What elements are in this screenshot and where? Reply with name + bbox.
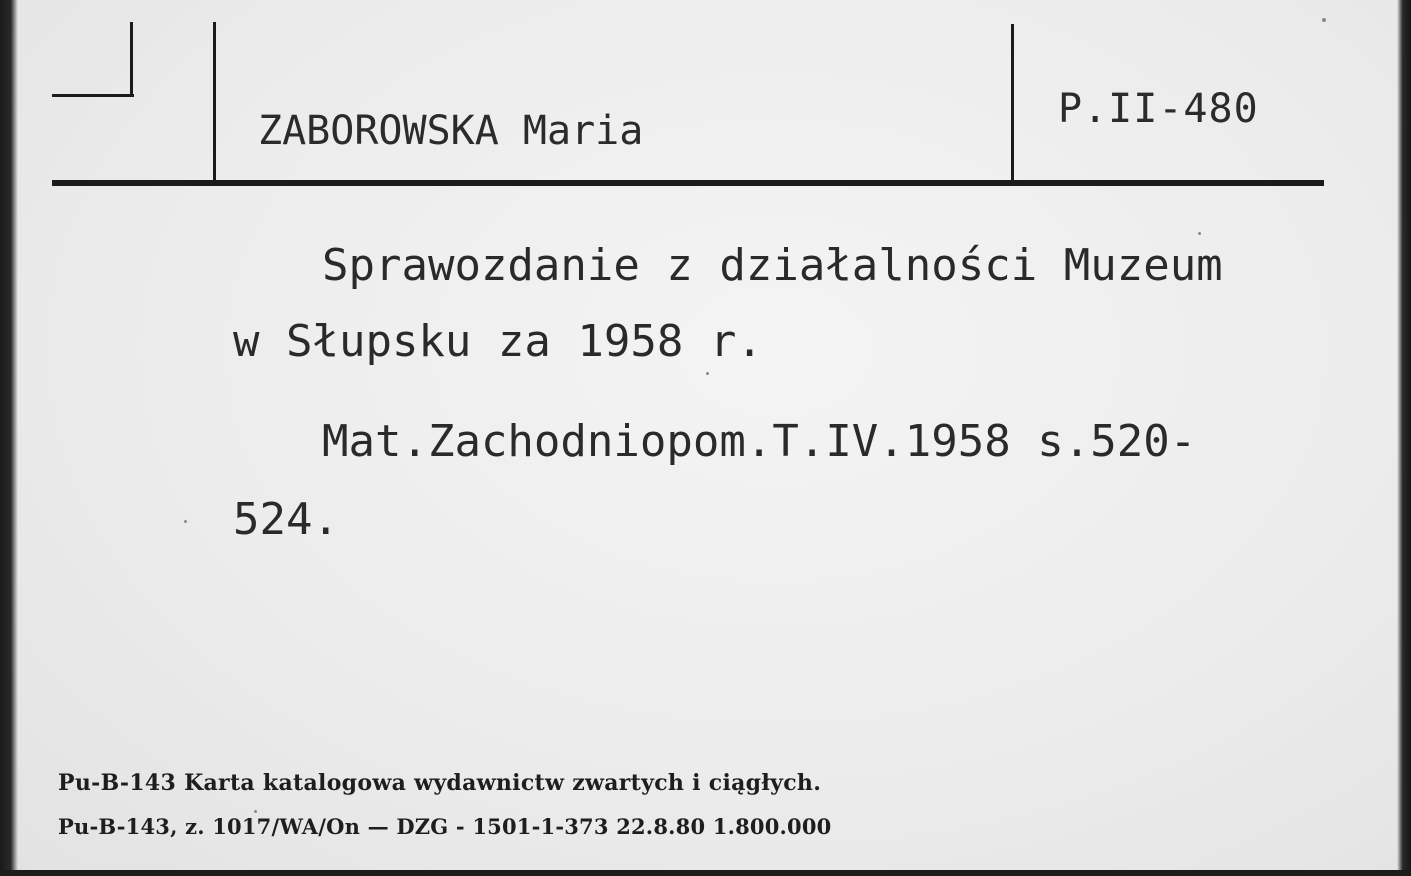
header-divider-right <box>1011 24 1014 182</box>
card-bottom-edge <box>0 870 1411 876</box>
author-name: ZABOROWSKA Maria <box>258 108 644 154</box>
card-left-edge <box>0 0 18 876</box>
scan-speck <box>254 810 257 813</box>
shelf-signature: P.II-480 <box>1058 86 1259 132</box>
corner-mark-vertical <box>130 22 133 96</box>
header-divider-left <box>213 22 216 182</box>
form-footer-line-2: Pu-B-143, z. 1017/WA/On — DZG - 1501-1-373 22.8.80 1.800.000 <box>58 814 832 839</box>
header-rule <box>52 180 1324 186</box>
scan-speck <box>1198 232 1201 235</box>
source-line-1: Mat.Zachodniopom.T.IV.1958 s.520- <box>322 416 1197 467</box>
card-right-edge <box>1397 0 1411 876</box>
title-line-2: w Słupsku za 1958 r. <box>233 316 763 367</box>
scan-speck <box>706 372 709 375</box>
scan-speck <box>184 520 187 523</box>
scan-speck <box>1322 18 1326 22</box>
title-line-1: Sprawozdanie z działalności Muzeum <box>322 240 1223 291</box>
form-footer-line-1: Pu-B-143 Karta katalogowa wydawnictw zwartych i ciągłych. <box>58 770 822 796</box>
corner-mark-horizontal <box>52 94 134 97</box>
source-line-2: 524. <box>233 494 339 545</box>
